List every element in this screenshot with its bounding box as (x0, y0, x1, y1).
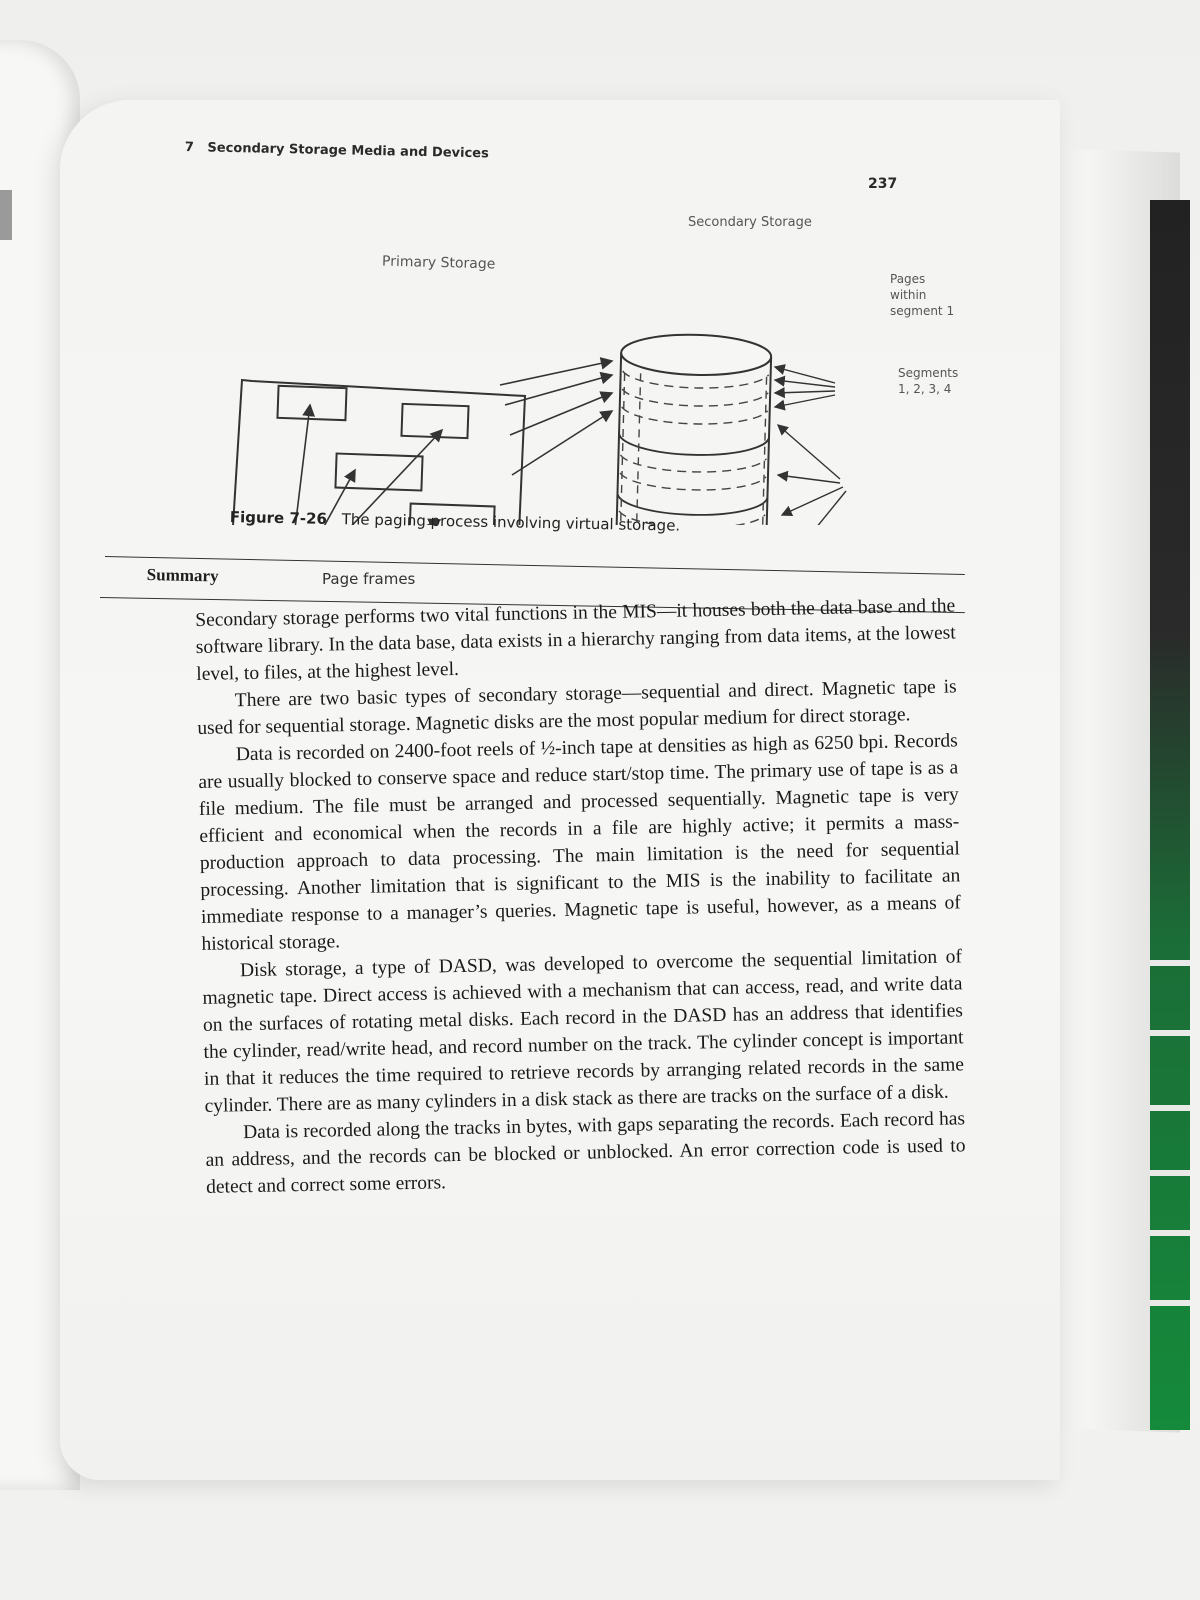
summary-paragraph: Data is recorded on 2400-foot reels of ½-inch tape at densities as high as 6250 bpi. Records are usually blocked to conserve space and reduce start/stop time. The primary use of tape is as a file medium. The file must be arranged and processed sequentially. Magnetic tape is very efficient and economical when the records in a file are highly active; it permits a mass-production approach to data processing. The main limitation is the need for sequential processing. Another limitation that is significant to the MIS is the inability to facilitate an immediate response to a manager’s queries. Magnetic tape is useful, however, as a means of historical storage. (198, 730, 962, 955)
cover-stripe (1150, 1300, 1190, 1306)
pages-within-segment-label: Pages within segment 1 (890, 272, 955, 318)
summary-paragraph: There are two basic types of secondary storage—sequential and direct. Magnetic tape is used for sequential storage. Magnetic disks are the most popular medium for direct storage. (197, 676, 957, 739)
figure-7-26 (210, 215, 1010, 588)
summary-paragraph: Secondary storage performs two vital functions in the MIS—it houses both the data base and the software library. In the data base, data exists in a hierarchy ranging from data items, at the lowest level, to files, at the highest level. (195, 595, 956, 685)
page-frame (277, 386, 346, 420)
summary-body (195, 592, 966, 1200)
chapter-number: 7 (184, 140, 195, 156)
secondary-storage-cylinder (614, 333, 772, 525)
running-head (185, 140, 489, 161)
figure-caption-text: The paging process involving virtual storage. (341, 510, 681, 535)
page-frames-label: Page frames (322, 570, 416, 588)
figure-number: Figure 7-26 (229, 508, 328, 528)
page-frame (401, 404, 468, 438)
summary-paragraph: Disk storage, a type of DASD, was developed to overcome the sequential limitation of magnetic tape. Direct access is achieved with a mechanism that can access, read, and write data on the surfaces of rotating metal disks. Each record in the DASD has an address that identifies the cylinder, read/write head, and record number on the track. The cylinder concept is important in that it reduces the time required to retrieve records by arranging related records in the same cylinder. There are as many cylinders in a disk stack as there are tracks on the surface of a disk. (202, 946, 965, 1117)
book-cover-edge (1150, 200, 1190, 1430)
cover-stripe (1150, 1030, 1190, 1036)
cover-stripe (1150, 1230, 1190, 1236)
summary-paragraph: Data is recorded along the tracks in bytes, with gaps separating the records. Each record has an address, and the records can be blocked or unblocked. An error correction code is used to detect and correct some errors. (205, 1108, 966, 1198)
cover-stripe (1150, 960, 1190, 966)
cover-stripe (1150, 1105, 1190, 1111)
chapter-title: Secondary Storage Media and Devices (207, 140, 489, 162)
book-page (60, 100, 1060, 1480)
primary-storage-label: Primary Storage (381, 253, 496, 273)
segments-label: Segments 1, 2, 3, 4 (898, 366, 959, 396)
paging-diagram (210, 215, 1010, 525)
summary-rule-top (105, 556, 965, 575)
page-frame (335, 454, 422, 491)
page-tab (0, 190, 12, 240)
cover-stripe (1150, 1170, 1190, 1176)
secondary-storage-label: Secondary Storage (688, 215, 812, 230)
summary-heading: Summary (146, 565, 219, 586)
primary-storage-box (232, 380, 525, 525)
page-number: 237 (868, 176, 898, 192)
